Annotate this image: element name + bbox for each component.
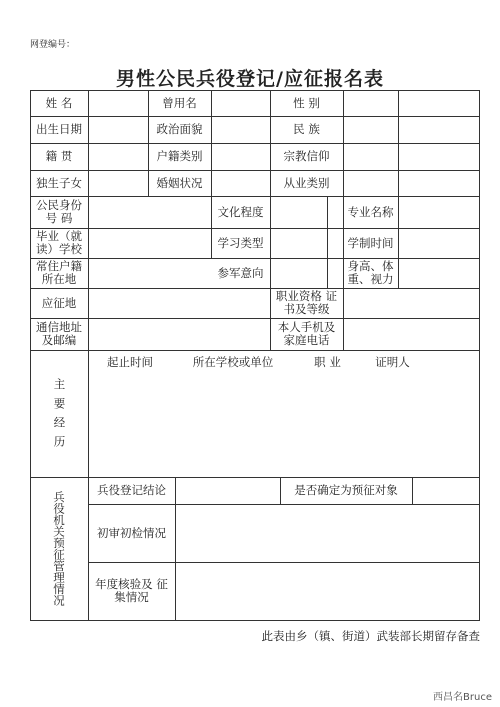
enlist-location-label: 应征地 [41,295,77,310]
registration-conclusion-label: 兵役登记结论 [97,483,166,497]
grid-line [30,143,479,144]
experience-witness-header: 证明人 [375,354,410,369]
study-length-label: 学制时间 [347,235,394,250]
gender-label: 性 别 [293,95,320,110]
grid-line [30,90,479,91]
initial-check-label: 初审初检情况 [97,525,166,540]
grid-line [343,90,344,196]
annual-review-label: 年度核验及 征集情况 [95,577,168,604]
grid-line [30,318,479,319]
major-label: 专业名称 [347,204,394,219]
experience-position-header: 职 业 [314,354,341,369]
grid-line [270,288,271,350]
form-title: 男性公民兵役登记/应征报名表 [116,68,384,90]
mailing-address-label: 通信地址 及邮编 [36,320,82,347]
grid-line [343,288,344,350]
only-child-label: 独生子女 [36,175,82,190]
school-label: 毕业（就 读）学校 [36,229,82,256]
grid-line [30,350,479,351]
grid-line [479,90,480,621]
political-status-label: 政治面貌 [156,122,203,136]
ethnicity-label: 民 族 [293,122,320,136]
military-office-section-label: 兵役机关预征管理情况 [52,491,66,606]
marital-status-label: 婚姻状况 [156,175,203,190]
grid-line [327,196,328,288]
enlist-intention-label: 参军意向 [217,265,264,280]
main-experience-label: 主 要 经 历 [52,378,67,449]
household-address-label: 常住户籍 所在地 [36,259,82,286]
former-name-label: 曾用名 [162,95,197,110]
id-number-label: 公民身份 号 码 [36,198,82,225]
grid-line [30,170,479,171]
grid-line [398,90,399,196]
study-type-label: 学习类型 [217,235,264,250]
grid-line [175,477,176,620]
birth-date-label: 出生日期 [36,122,82,136]
grid-line [30,288,479,289]
height-weight-vision-label: 身高、体 重、视力 [347,259,394,286]
grid-line [270,196,271,288]
household-type-label: 户籍类别 [156,149,203,163]
pre-enlist-target-label: 是否确定为预征对象 [294,483,398,497]
experience-period-header: 起止时间 [107,354,153,369]
name-label: 姓 名 [45,95,73,110]
grid-line [30,620,479,621]
qualification-label: 职业资格 证书及等级 [275,289,338,316]
experience-school-unit-header: 所在学校或单位 [192,354,274,369]
registration-number-label: 网登编号： [30,40,76,50]
occupation-type-label: 从业类别 [283,175,330,190]
watermark: 西昌名Bruce [433,692,492,703]
footer-note: 此表由乡（镇、街道）武装部长期留存备查 [261,629,480,643]
grid-line [398,196,399,288]
native-place-label: 籍 贯 [45,149,73,163]
phone-label: 本人手机及 家庭电话 [277,320,336,347]
grid-line [412,477,413,504]
grid-line [30,116,479,117]
religion-label: 宗教信仰 [283,149,330,163]
education-label: 文化程度 [217,204,264,219]
